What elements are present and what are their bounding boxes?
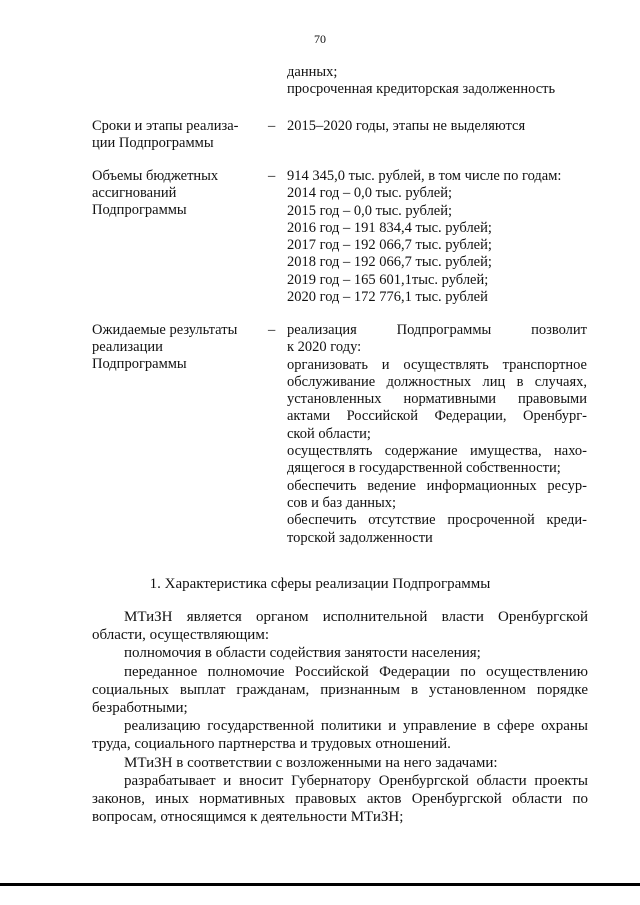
section-title: 1. Характеристика сферы реализации Подпрограммы bbox=[149, 576, 491, 592]
passport-value-budget bbox=[287, 168, 587, 306]
label-line: Подпрограммы bbox=[92, 356, 187, 372]
value-line: установленных нормативными правовыми bbox=[287, 391, 587, 408]
value-line: актами Российской Федерации, Оренбург- bbox=[287, 408, 587, 425]
body-text bbox=[92, 608, 588, 826]
value-line: 2018 год – 192 066,7 тыс. рублей; bbox=[287, 254, 492, 271]
value-line: 2020 год – 172 776,1 тыс. рублей bbox=[287, 289, 488, 306]
value-line: ской области; bbox=[287, 425, 371, 442]
paragraph: МТиЗН является органом исполнительной власти Оренбургской области, осуществляющим: bbox=[92, 609, 588, 644]
paragraph: полномочия в области содействия занятости населения; bbox=[124, 645, 481, 662]
continuation-value bbox=[287, 64, 587, 99]
value-line: к 2020 году: bbox=[287, 339, 362, 356]
value-line: 2017 год – 192 066,7 тыс. рублей; bbox=[287, 237, 492, 254]
label-line: Ожидаемые результаты bbox=[92, 322, 238, 338]
paragraph: разрабатывает и вносит Губернатору Оренбургской области проекты законов, иных нормативных правовых актов Оренбургской области по вопросам, относящимся к деятельности МТиЗН; bbox=[92, 772, 588, 826]
value-line: 2016 год – 191 834,4 тыс. рублей; bbox=[287, 219, 492, 236]
passport-label-terms bbox=[92, 118, 262, 152]
value-line: организовать и осуществлять транспортное bbox=[287, 356, 587, 373]
passport-dash: – bbox=[268, 322, 276, 338]
value-line: обслуживание должностных лиц в случаях, bbox=[287, 373, 587, 390]
paragraph: МТиЗН в соответствии с возложенными на него задачами: bbox=[124, 754, 498, 771]
passport-dash: – bbox=[268, 118, 276, 134]
label-line: Подпрограммы bbox=[92, 202, 187, 218]
value-line: обеспечить отсутствие просроченной креди- bbox=[287, 512, 587, 529]
label-line: Сроки и этапы реализа- bbox=[92, 118, 239, 134]
value-line: осуществлять содержание имущества, нахо- bbox=[287, 443, 587, 460]
value-line: сов и баз данных; bbox=[287, 494, 397, 511]
label-line: ассигнований bbox=[92, 185, 177, 201]
value-line: 2014 год – 0,0 тыс. рублей; bbox=[287, 185, 453, 202]
value-line: 914 345,0 тыс. рублей, в том числе по годам: bbox=[287, 168, 562, 184]
label-line: Объемы бюджетных bbox=[92, 168, 219, 184]
paragraph: переданное полномочие Российской Федерации по осуществлению социальных выплат гражданам, признанным в установленном порядке безработными; bbox=[92, 663, 588, 717]
label-line: ции Подпрограммы bbox=[92, 135, 214, 151]
passport-value-results bbox=[287, 322, 587, 547]
passport-value-terms bbox=[287, 118, 587, 135]
passport-label-results bbox=[92, 322, 262, 373]
value-line: 2015 год – 0,0 тыс. рублей; bbox=[287, 202, 453, 219]
bottom-border-line bbox=[0, 883, 640, 886]
value-line: торской задолженности bbox=[287, 529, 433, 546]
passport-dash: – bbox=[268, 168, 276, 184]
value-line: 2015–2020 годы, этапы не выделяются bbox=[287, 118, 526, 134]
label-line: реализации bbox=[92, 339, 163, 355]
value-line: обеспечить ведение информационных ресур- bbox=[287, 477, 587, 494]
value-line: реализация Подпрограммы позволит bbox=[287, 322, 587, 338]
page-number: 70 bbox=[314, 32, 326, 46]
passport-label-budget bbox=[92, 168, 262, 219]
continuation-line: данных; bbox=[287, 64, 338, 80]
continuation-line: просроченная кредиторская задолженность bbox=[287, 81, 556, 98]
paragraph: реализацию государственной политики и управление в сфере охраны труда, социального партнерства и трудовых отношений. bbox=[92, 718, 588, 753]
value-line: дящегося в государственной собственности; bbox=[287, 460, 561, 477]
value-line: 2019 год – 165 601,1тыс. рублей; bbox=[287, 271, 489, 288]
